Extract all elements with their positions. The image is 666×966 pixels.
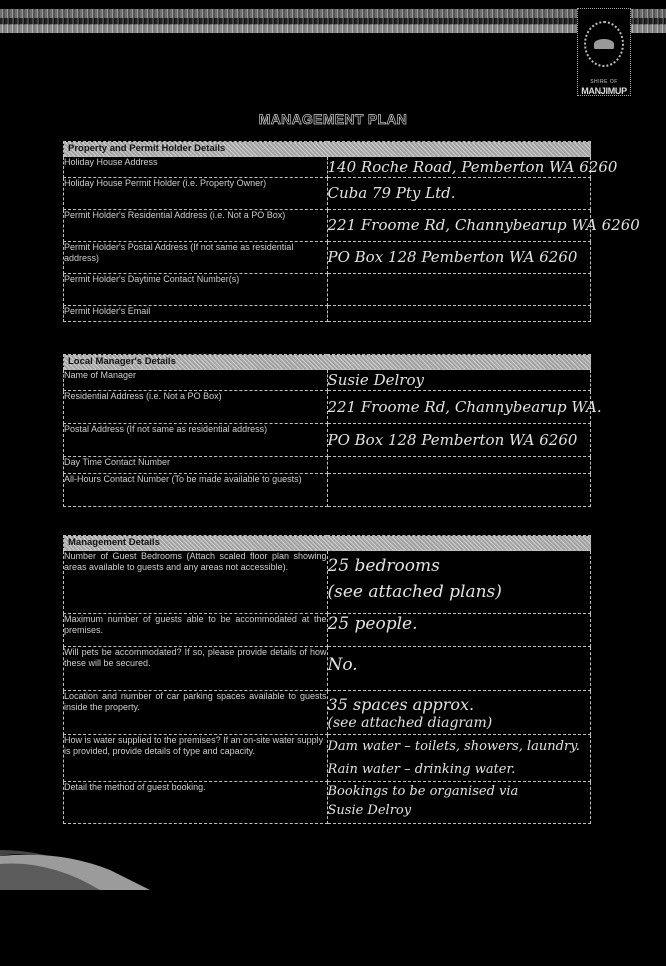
table-row [64, 391, 591, 424]
value-line: (see attached diagram) [327, 715, 493, 731]
field-label: Will pets be accommodated? If so, please provide details of how these will be secured. [64, 647, 328, 691]
table-row [64, 691, 591, 735]
shire-logo [577, 8, 631, 96]
field-label: Maximum number of guests able to be accommodated at the premises. [64, 614, 328, 647]
crest-icon [584, 21, 624, 67]
logo-line2: MANJIMUP [581, 86, 627, 96]
table-row [64, 474, 591, 507]
field-label: Holiday House Permit Holder (i.e. Property Owner) [64, 178, 328, 210]
page-title: MANAGEMENT PLAN [258, 111, 408, 127]
table-row [64, 647, 591, 691]
manager-postal-address-field[interactable]: PO Box 128 Pemberton WA 6260 [327, 424, 591, 457]
table-row [64, 178, 591, 210]
field-label: Day Time Contact Number [64, 457, 328, 474]
car-parking-field[interactable] [327, 691, 591, 735]
manager-residential-address-field[interactable]: 221 Froome Rd, Channybearup WA. [327, 391, 591, 424]
management-details-table [63, 535, 591, 824]
table-row [64, 274, 591, 306]
table-row [64, 370, 591, 391]
daytime-contact-field[interactable] [327, 274, 591, 306]
value-line: 35 spaces approx. [327, 695, 475, 714]
manager-name-field[interactable]: Susie Delroy [327, 370, 591, 391]
field-label: Holiday House Address [64, 157, 328, 178]
email-field[interactable] [327, 306, 591, 322]
postal-address-field[interactable]: PO Box 128 Pemberton WA 6260 [327, 242, 591, 274]
pets-field[interactable]: No. [327, 647, 591, 691]
table-row [64, 457, 591, 474]
table-row [64, 614, 591, 647]
table-row [64, 210, 591, 242]
field-label: Name of Manager [64, 370, 328, 391]
residential-address-field[interactable]: 221 Froome Rd, Channybearup WA 6260 [327, 210, 591, 242]
field-label: Permit Holder's Postal Address (If not same as residential address) [64, 242, 328, 274]
section-heading: Local Manager's Details [64, 355, 591, 370]
water-supply-field[interactable] [327, 735, 591, 782]
scan-artifact-swoosh [0, 850, 160, 890]
value-line: Susie Delroy [327, 803, 412, 818]
field-label: Detail the method of guest booking. [64, 782, 328, 824]
table-row [64, 424, 591, 457]
table-row [64, 782, 591, 824]
table-row [64, 306, 591, 322]
scan-top-band [0, 9, 666, 33]
field-label: Permit Holder's Daytime Contact Number(s) [64, 274, 328, 306]
section-heading: Management Details [64, 536, 591, 551]
table-row [64, 735, 591, 782]
holiday-house-address-field[interactable]: 140 Roche Road, Pemberton WA 6260 [327, 158, 618, 176]
value-line: Rain water – drinking water. [327, 762, 516, 777]
field-label: Number of Guest Bedrooms (Attach scaled floor plan showing areas available to guests and any areas not accessible). [64, 551, 328, 614]
field-label: Permit Holder's Residential Address (i.e. Not a PO Box) [64, 210, 328, 242]
guest-bedrooms-field[interactable] [327, 551, 591, 614]
local-manager-table [63, 354, 602, 507]
value-line: 25 bedrooms [327, 556, 440, 576]
table-row [64, 157, 591, 178]
field-label: Permit Holder's Email [64, 306, 328, 322]
permit-holder-field[interactable]: Cuba 79 Pty Ltd. [327, 178, 591, 210]
max-guests-field[interactable]: 25 people. [327, 614, 591, 647]
field-label: Location and number of car parking spaces available to guests inside the property. [64, 691, 328, 735]
field-label: Postal Address (If not same as residential address) [64, 424, 328, 457]
all-hours-contact-field[interactable] [327, 474, 591, 507]
section-heading: Property and Permit Holder Details [64, 142, 591, 157]
property-permit-holder-table [63, 141, 640, 322]
field-label: How is water supplied to the premises? If an on-site water supply is provided, provide details of type and capacity. [64, 735, 328, 782]
value-line: Dam water – toilets, showers, laundry. [327, 739, 580, 754]
field-label: Residential Address (i.e. Not a PO Box) [64, 391, 328, 424]
value-line: (see attached plans) [327, 582, 502, 602]
table-row [64, 551, 591, 614]
guest-booking-field[interactable] [327, 782, 591, 824]
field-label: All-Hours Contact Number (To be made available to guests) [64, 474, 328, 507]
logo-line1: SHIRE OF [590, 79, 618, 85]
daytime-contact-number-field[interactable] [327, 457, 591, 474]
table-row [64, 242, 591, 274]
value-line: Bookings to be organised via [327, 784, 519, 799]
